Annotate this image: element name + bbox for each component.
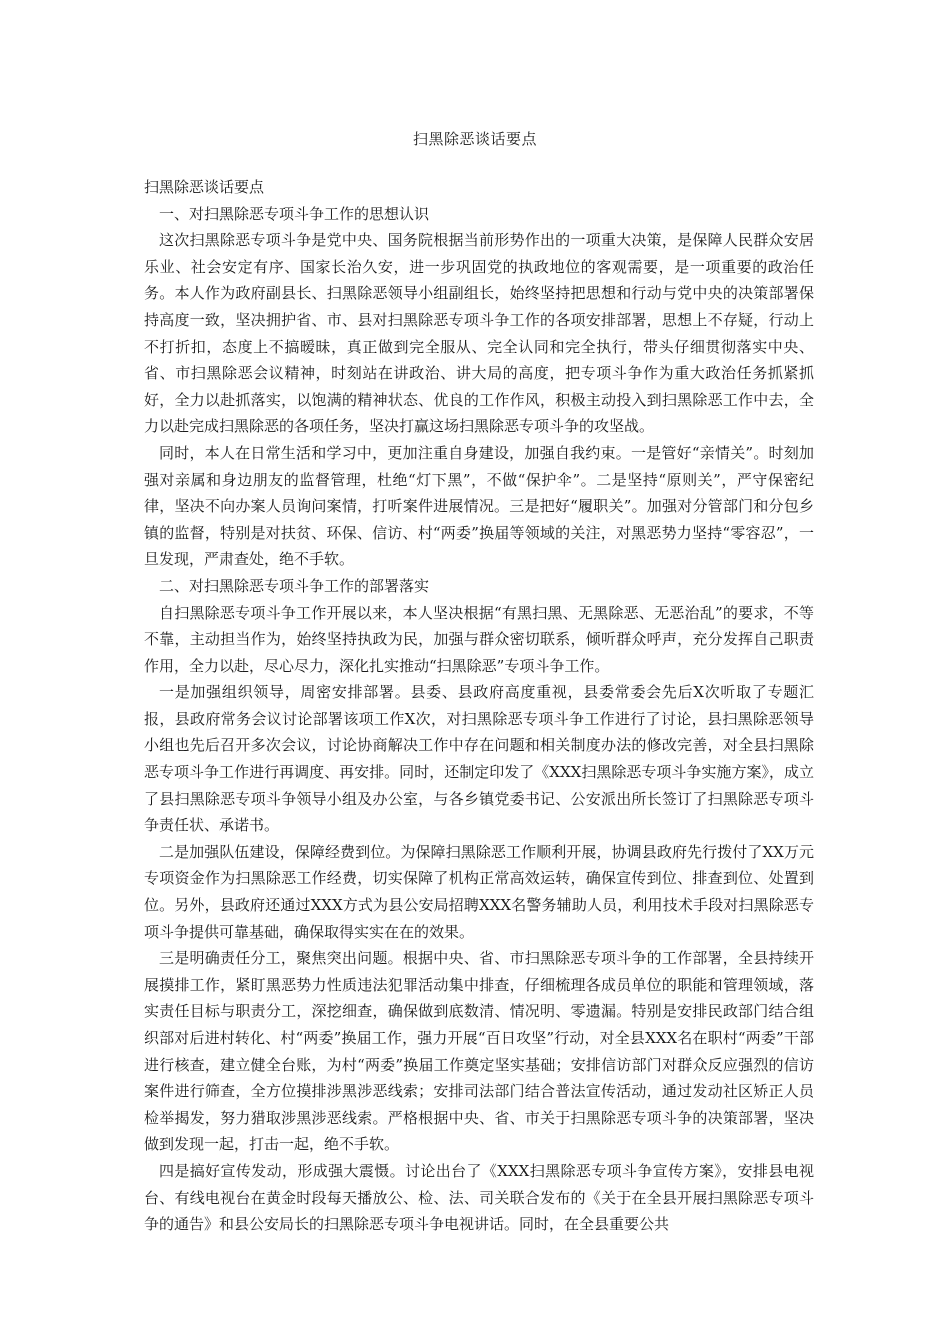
section-heading-2: 二、对扫黑除恶专项斗争工作的部署落实 [159,576,430,595]
body-heading: 扫黑除恶谈话要点 [144,178,265,196]
paragraph: 三是明确责任分工，聚焦突出问题。根据中央、省、市扫黑除恶专项斗争的工作部署，全县持续开展摸排工作，紧盯黑恶势力性质违法犯罪活动集中排查，仔细梳理各成员单位的职能和管理领域，落实责任目标与职责分工，深挖细查，确保做到底数清、情况明、零遗漏。特别是安排民政部门结合组织部对后进村转化、村“两委”换届工作，强力开展“百日攻坚”行动，对全县XXX名在职村“两委”干部进行核查，建立健全台账，为村“两委”换届工作奠定坚实基础；安排信访部门对群众反应强烈的信访案件进行筛查，全方位摸排涉黑涉恶线索；安排司法部门结合普法宣传活动，通过发动社区矫正人员检举揭发，努力猎取涉黑涉恶线索。严格根据中央、省、市关于扫黑除恶专项斗争的决策部署，坚决做到发现一起，打击一起，绝不手软。 [144,949,814,1154]
paragraph: 四是搞好宣传发动，形成强大震慑。讨论出台了《XXX扫黑除恶专项斗争宣传方案》，安排县电视台、有线电视台在黄金时段每天播放公、检、法、司关联合发布的《关于在全县开展扫黑除恶专项斗争的通告》和县公安局长的扫黑除恶专项斗争电视讲话。同时，在全县重要公共 [144,1161,814,1234]
paragraph: 一是加强组织领导，周密安排部署。县委、县政府高度重视，县委常委会先后X次听取了专题汇报，县政府常务会议讨论部署该项工作X次，对扫黑除恶专项斗争工作进行了讨论，县扫黑除恶领导小组也先后召开多次会议，讨论协商解决工作中存在问题和相关制度办法的修改完善，对全县扫黑除恶专项斗争工作进行再调度、再安排。同时，还制定印发了《XXX扫黑除恶专项斗争实施方案》，成立了县扫黑除恶专项斗争领导小组及办公室，与各乡镇党委书记、公安派出所长签订了扫黑除恶专项斗争责任状、承诺书。 [144,683,814,835]
paragraph: 自扫黑除恶专项斗争工作开展以来，本人坚决根据“有黑扫黑、无黑除恶、无恶治乱”的要求，不等不靠，主动担当作为，始终坚持执政为民，加强与群众密切联系，倾听群众呼声，充分发挥自己职责作用，全力以赴，尽心尽力，深化扎实推动“扫黑除恶”专项斗争工作。 [144,603,814,675]
paragraph: 同时，本人在日常生活和学习中，更加注重自身建设，加强自我约束。一是管好“亲情关”。时刻加强对亲属和身边朋友的监督管理，杜绝“灯下黑”，不做“保护伞”。二是坚持“原则关”，严守保密纪律，坚决不向办案人员询问案情，打听案件进展情况。三是把好“履职关”。加强对分管部门和分包乡镇的监督，特别是对扶贫、环保、信访、村“两委”换届等领域的关注，对黑恶势力坚持“零容忍”，一旦发现，严肃查处，绝不手软。 [144,443,814,569]
document-body [144,174,814,1238]
paragraph: 二是加强队伍建设，保障经费到位。为保障扫黑除恶工作顺利开展，协调县政府先行拨付了XX万元专项资金作为扫黑除恶工作经费，切实保障了机构正常高效运转，确保宣传到位、排查到位、处置到位。另外，县政府还通过XXX方式为县公安局招聘XXX名警务辅助人员，利用技术手段对扫黑除恶专项斗争提供可靠基础，确保取得实实在在的效果。 [144,842,814,941]
section-heading-1: 一、对扫黑除恶专项斗争工作的思想认识 [159,204,430,223]
document-title: 扫黑除恶谈话要点 [412,130,537,148]
paragraph: 这次扫黑除恶专项斗争是党中央、国务院根据当前形势作出的一项重大决策，是保障人民群众安居乐业、社会安定有序、国家长治久安，进一步巩固党的执政地位的客观需要，是一项重要的政治任务。本人作为政府副县长、扫黑除恶领导小组副组长，始终坚持把思想和行动与党中央的决策部署保持高度一致，坚决拥护省、市、县对扫黑除恶专项斗争工作的各项安排部署，思想上不存疑，行动上不打折扣，态度上不搞暧昧，真正做到完全服从、完全认同和完全执行，带头仔细贯彻落实中央、省、市扫黑除恶会议精神，时刻站在讲政治、讲大局的高度，把专项斗争作为重大政治任务抓紧抓好，全力以赴抓落实，以饱满的精神状态、优良的工作作风，积极主动投入到扫黑除恶工作中去，全力以赴完成扫黑除恶的各项任务，坚决打赢这场扫黑除恶专项斗争的攻坚战。 [144,231,814,436]
